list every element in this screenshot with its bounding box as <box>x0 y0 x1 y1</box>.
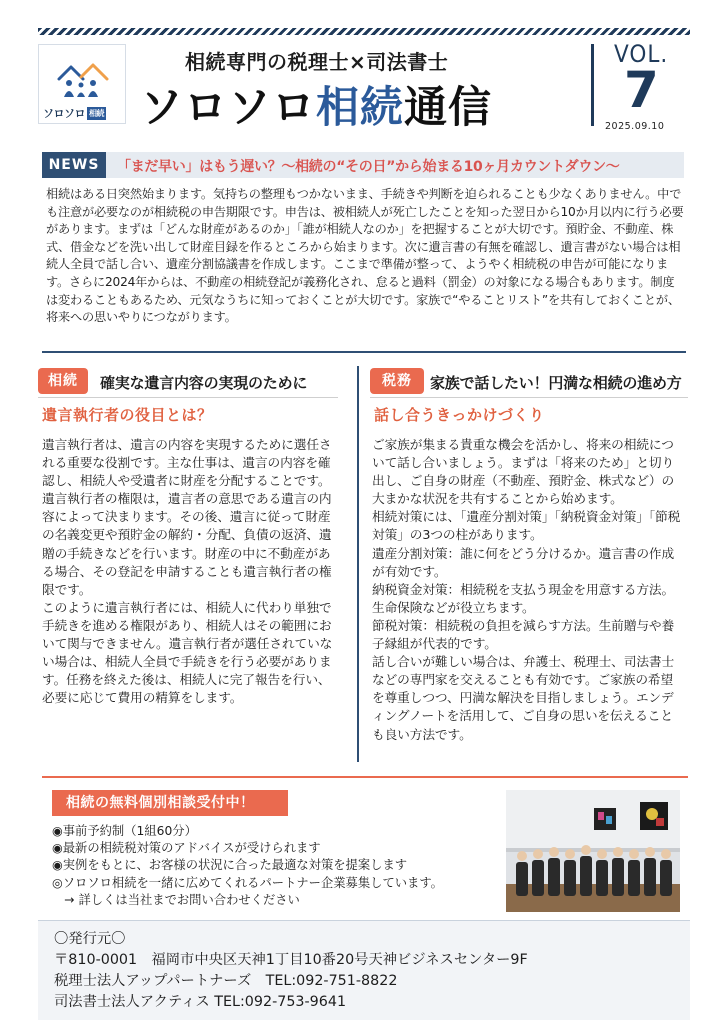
issue-date: 2025.09.10 <box>605 121 665 132</box>
consultation-item: ◉実例をもとに、お客様の状況に合った最適な対策を提案します <box>52 858 408 873</box>
consultation-item: ◉事前予約制（1組60分） <box>52 824 197 838</box>
right-column-tag: 税務 <box>370 368 424 394</box>
logo-badge: 相続 <box>89 109 104 118</box>
title-divider <box>591 44 594 126</box>
family-houses-icon <box>55 57 111 103</box>
right-column-title: 家族で話したい！円満な相続の進め方 <box>430 374 682 392</box>
volume-label: VOL. <box>614 40 669 68</box>
left-column-body: 遺言執行者は、遺言の内容を実現するために選任される重要な役割です。主な仕事は、遺言の内容を確認し、相続人や受遺者に財産を分配することです。遺言執行者の権限は，遺言者の意思である遺言の内容によって決まります。その後、遺言に従って財産の名義変更や預貯金の解約・分配、負債の返済、遺贈の手続きなどを行います。財産の中に不動産がある場合、その登記を申請することも遺言執行者の権限です。 このように遺言執行者には、相続人に代わり単独で手続きを進める権限があり、相続人はその範囲において関与できません。遺言執行者が選任されていない場合は、相続人全員で手続きを行う必要があります。任務を終えた後は、相続人に完了報告を行い、必要に応じて費用の精算をします。 <box>42 437 333 706</box>
consultation-item: ◎ソロソロ相続を一緒に広めてくれるパートナー企業募集しています。 <box>52 875 443 890</box>
left-column-title: 確実な遺言内容の実現のために <box>100 374 308 392</box>
consultation-title: 相続の無料個別相談受付中！ <box>52 790 288 816</box>
volume-number: 7 <box>624 61 659 119</box>
logo-text: ソロソロ 相続 <box>43 107 104 120</box>
column-divider <box>357 366 359 762</box>
publisher-tax-firm: 税理士法人アップパートナーズ TEL:092-751-8822 <box>54 973 398 989</box>
consultation-list <box>52 823 443 909</box>
publisher-legal-firm: 司法書士法人アクティス TEL:092-753-9641 <box>54 994 347 1010</box>
bottom-divider <box>42 776 688 778</box>
masthead-title: ソロソロ相続通信 <box>140 83 492 133</box>
top-stripe <box>38 28 690 35</box>
news-body: 相続はある日突然始まります。気持ちの整理もつかないまま、手続きや判断を迫られることも少なくありません。中でも注意が必要なのが相続税の申告期限です。申告は、被相続人が死亡したことを知った翌日から10か月以内に行う必要があります。まずは「どんな財産があるのか」「誰が相続人なのか」を把握することが大切です。預貯金、不動産、株式、借金などを洗い出して財産目録を作るところから始まります。次に遺言書の有無を確認し、遺言書がない場合は相続人全員で話し合い、遺産分割協議書を作成します。ここまで準備が整って、ようやく相続税の申告が可能になります。さらに2024年からは、不動産の相続登記が義務化され、怠ると過料（罰金）の対象になる場合もあります。制度は変わることもあるため、元気なうちに知っておくことが大切です。家族で“やることリスト”を共有しておくことが、将来への思いやりにつながります。 <box>46 187 684 325</box>
logo <box>38 44 126 124</box>
publisher-info <box>54 929 528 1013</box>
left-column-underline <box>38 397 338 398</box>
right-column-underline <box>370 397 688 398</box>
right-column-body: ご家族が集まる貴重な機会を活かし、将来の相続について話し合いましょう。まずは「将来のため」と切り出し、ご自身の財産（不動産、預貯金、株式など）の大まかな状況を共有することから始めます。 相続対策には、「遺産分割対策」「納税資金対策」「節税対策」の3つの柱があります。 遺産分割対策：誰に何をどう分けるか。遺言書の作成が有効です。 納税資金対策：相続税を支払う現金を用意する方法。生命保険などが役立ちます。 節税対策：相続税の負担を減らす方法。生前贈与や養子縁組が代表的です。 話し合いが難しい場合は、弁護士、税理士、司法書士などの専門家を交えることも有効です。ご家族の希望を尊重しつつ、円満な解決を目指しましょう。エンディングノートを活用して、ご自身の思いを伝えることも良い方法です。 <box>372 437 681 742</box>
masthead-subtitle: 相続専門の税理士×司法書士 <box>185 50 449 74</box>
section-divider <box>42 351 686 353</box>
news-headline: 「まだ早い」はもう遅い？〜相続の“その日”から始まる10ヶ月カウントダウン〜 <box>117 159 620 175</box>
publisher-address: 〒810-0001 福岡市中央区天神1丁目10番20号天神ビジネスセンター9F <box>54 952 528 968</box>
left-column-tag: 相続 <box>38 368 88 394</box>
publisher-heading: 〇発行元〇 <box>54 931 126 947</box>
team-photo <box>506 790 680 912</box>
news-badge: NEWS <box>42 152 106 178</box>
right-column-subheading: 話し合うきっかけづくり <box>374 406 545 424</box>
consultation-item: → 詳しくは当社までお問い合わせください <box>52 892 300 907</box>
left-column-subheading: 遺言執行者の役目とは？ <box>42 406 213 424</box>
consultation-item: ◉最新の相続税対策のアドバイスが受けられます <box>52 841 321 856</box>
